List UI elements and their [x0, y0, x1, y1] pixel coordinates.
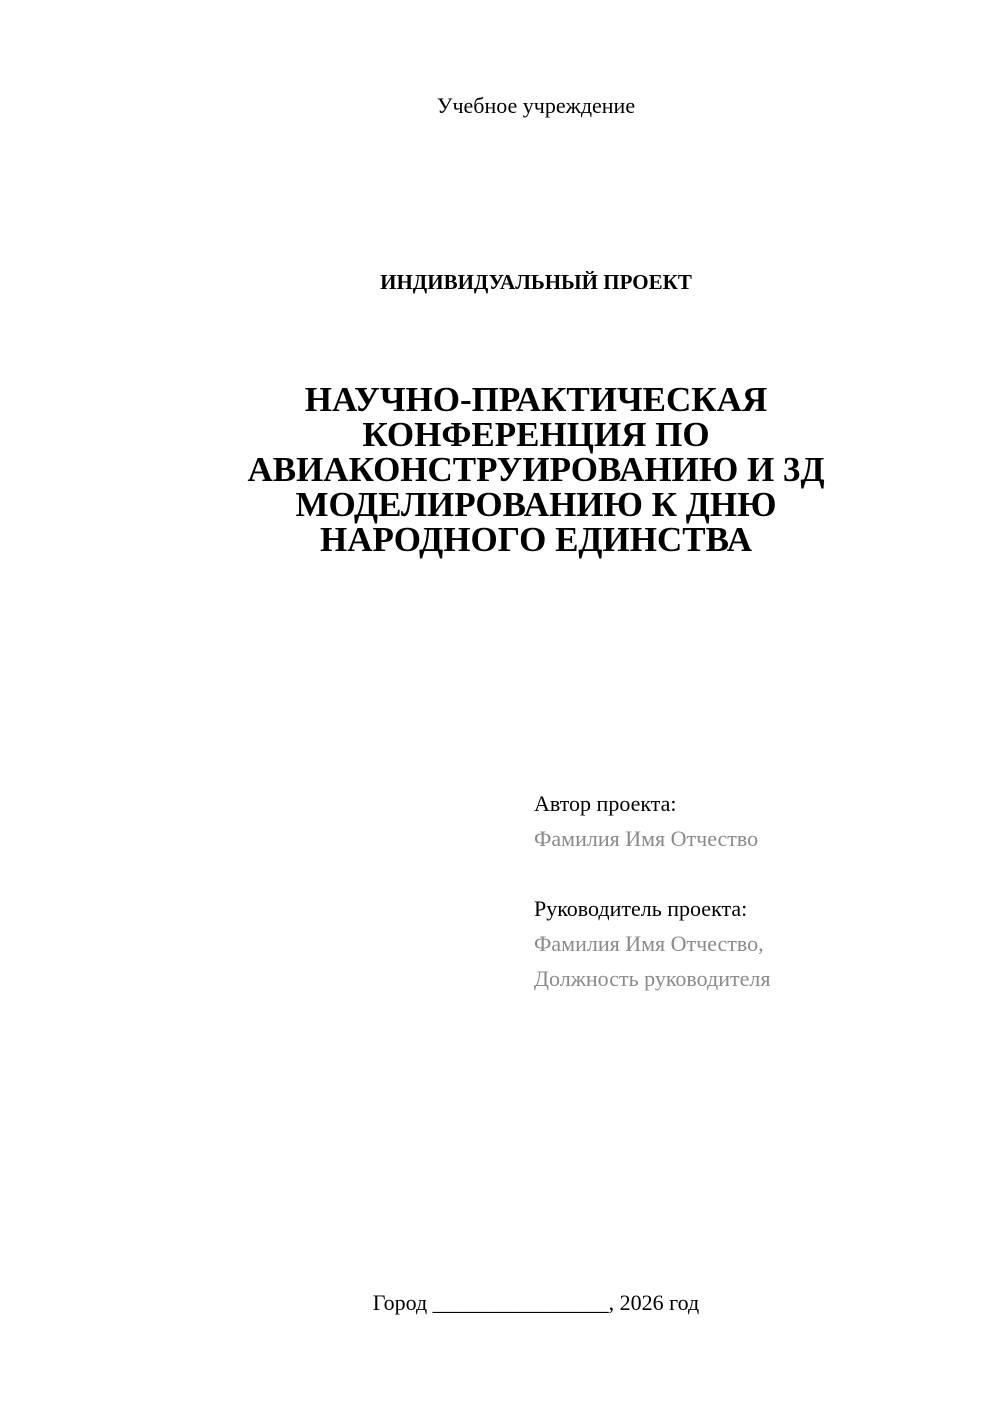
supervisor-name: Фамилия Имя Отчество,: [534, 931, 764, 956]
signature-block: [534, 786, 974, 996]
supervisor-label: Руководитель проекта:: [534, 896, 748, 921]
author-label: Автор проекта:: [534, 791, 677, 816]
project-title-line: АВИАКОНСТРУИРОВАНИЮ И 3Д: [247, 450, 825, 489]
project-title-line: МОДЕЛИРОВАНИЮ К ДНЮ: [295, 485, 777, 524]
project-type-heading: ИНДИВИДУАЛЬНЫЙ ПРОЕКТ: [380, 270, 692, 294]
supervisor-position: Должность руководителя: [534, 966, 771, 991]
project-title-line: НАУЧНО-ПРАКТИЧЕСКАЯ: [304, 380, 768, 419]
city-year-line: Город ________________, 2026 год: [372, 1290, 700, 1315]
project-title: [186, 382, 886, 557]
project-title-line: КОНФЕРЕНЦИЯ ПО: [362, 415, 710, 454]
spacer: [534, 856, 974, 891]
project-title-line: НАРОДНОГО ЕДИНСТВА: [320, 520, 752, 559]
institution-name: Учебное учреждение: [436, 93, 636, 118]
author-name: Фамилия Имя Отчество: [534, 826, 759, 851]
